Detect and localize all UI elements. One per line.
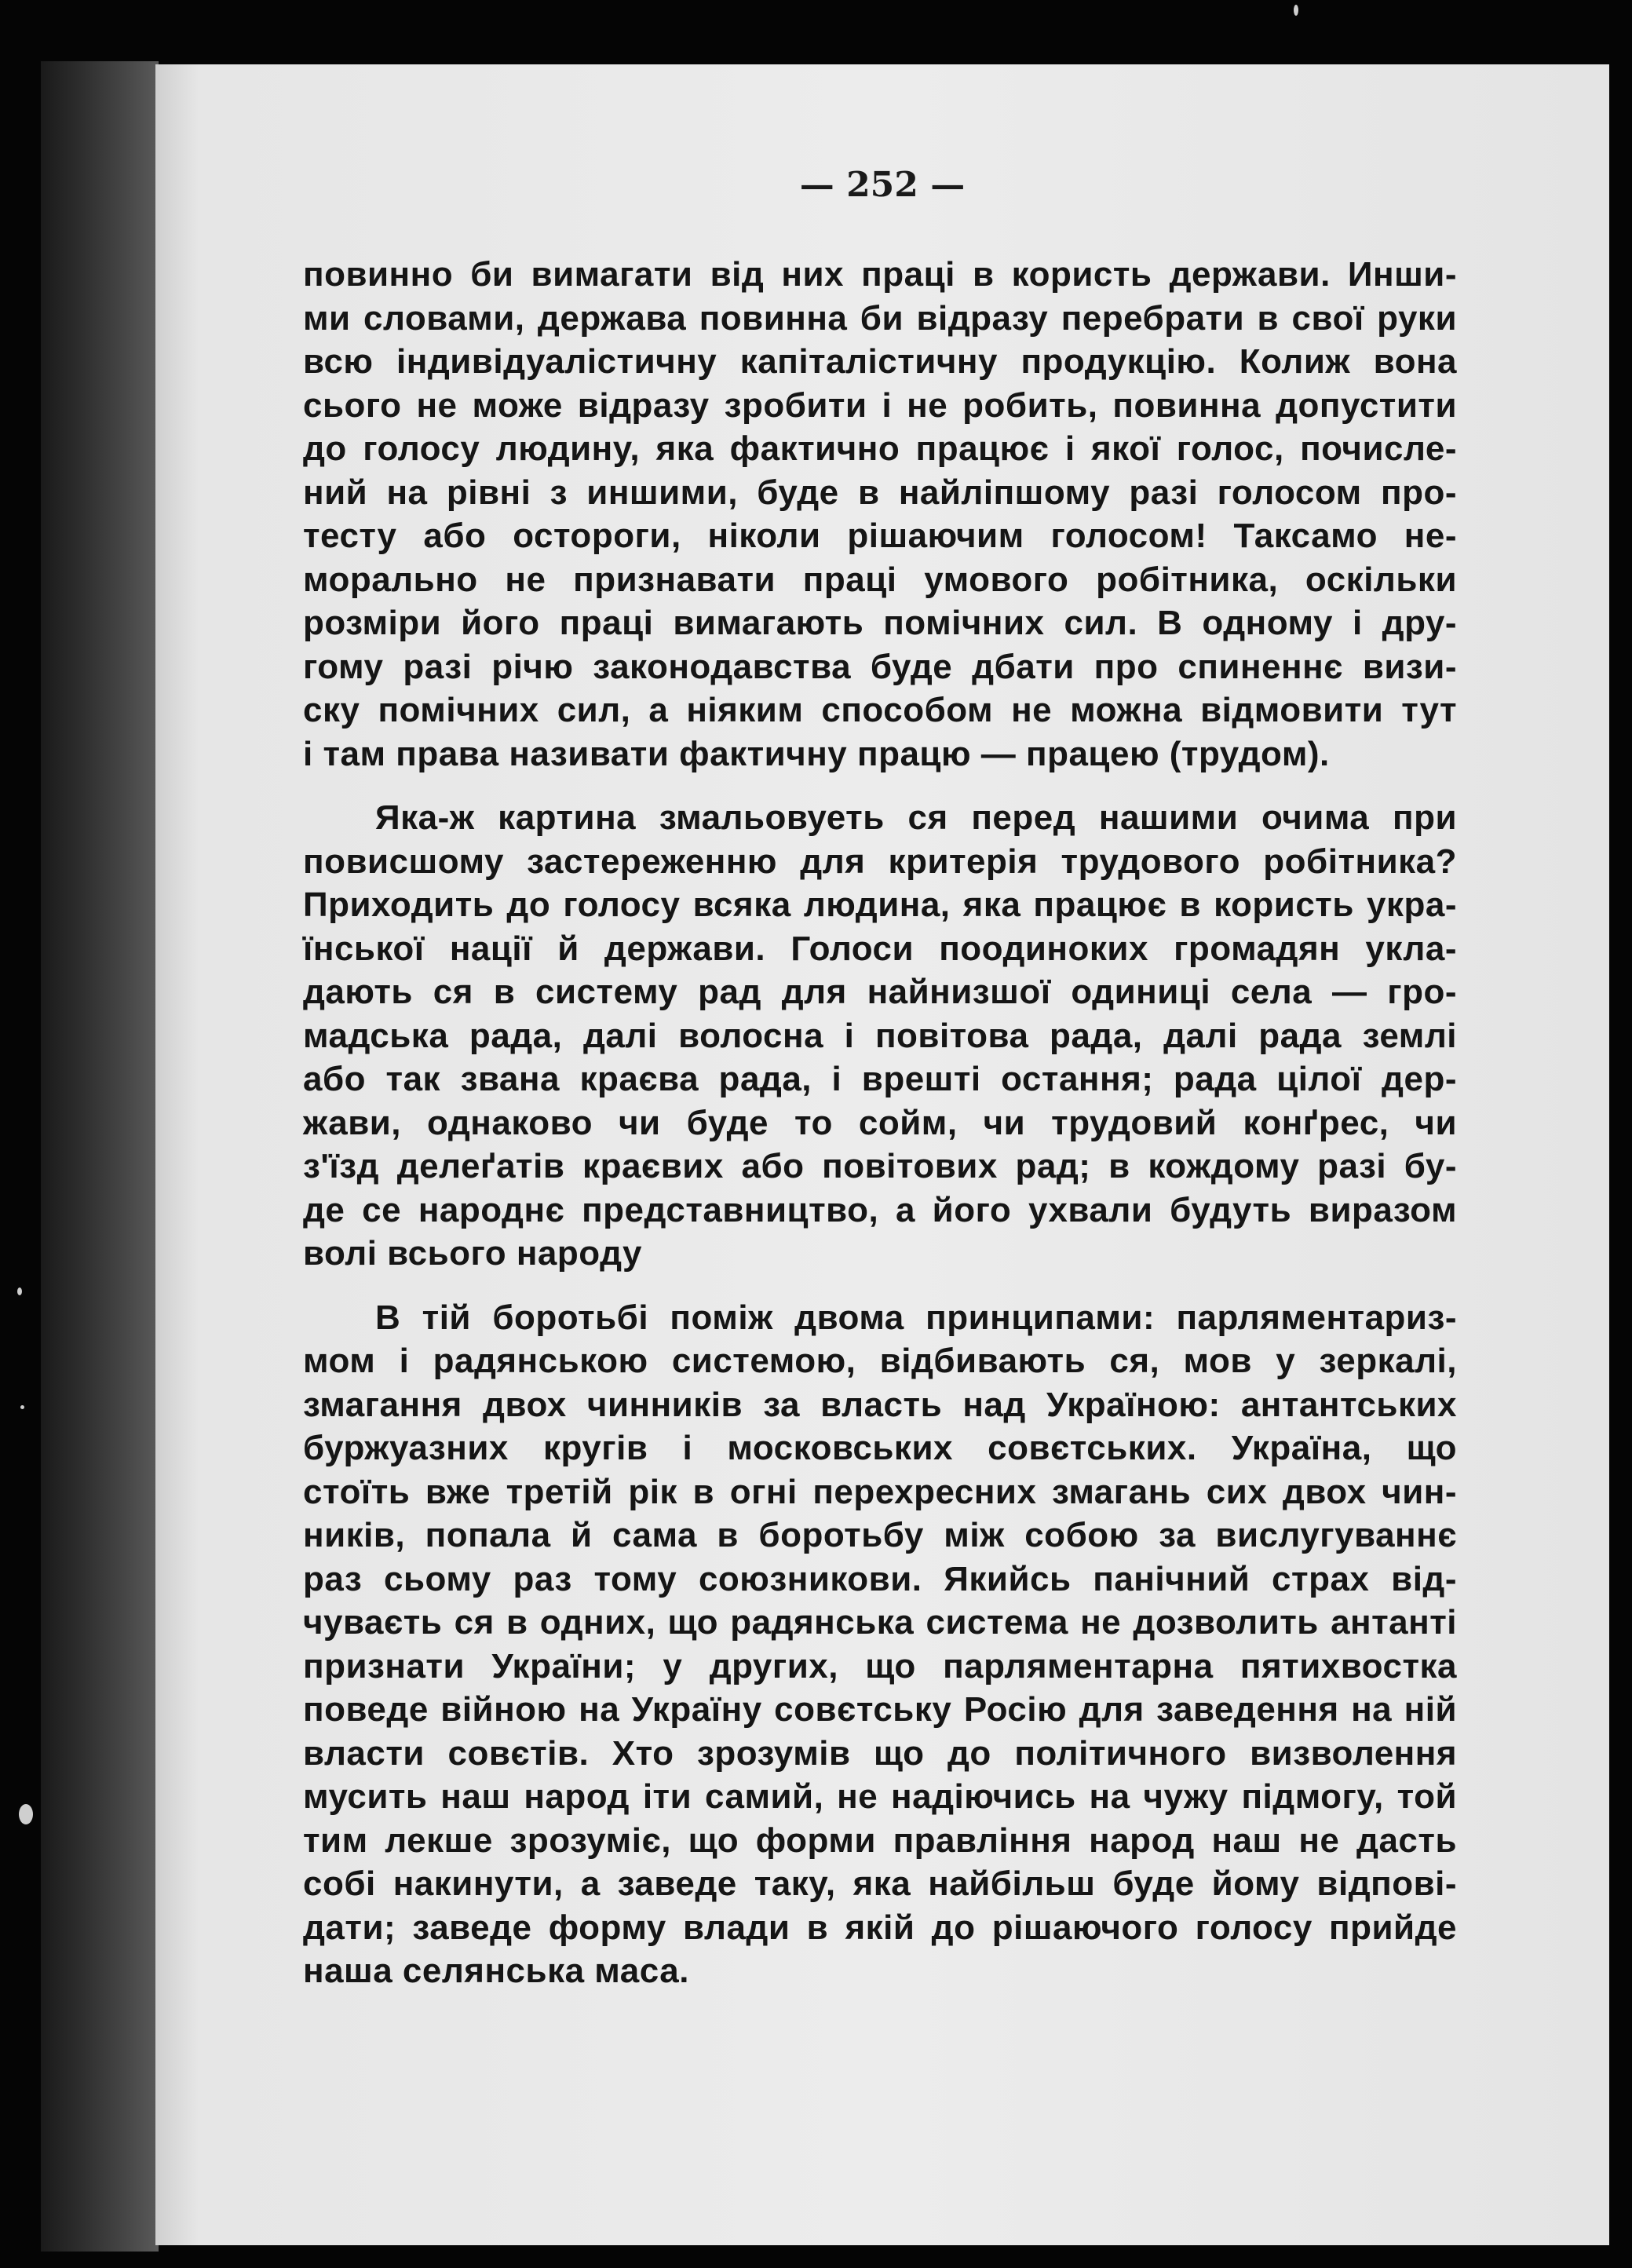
text-line: сього не може відразу зробити і не робить, повинна допустити bbox=[303, 385, 1457, 425]
text-line: ників, попала й сама в боротьбу між собою за вислугуваннє bbox=[303, 1516, 1457, 1554]
text-line: або так звана краєва рада, і врешті остання; рада цілої дер- bbox=[303, 1060, 1457, 1098]
text-line: дають ся в систему рад для найнизшої одиниці села — гро- bbox=[303, 973, 1457, 1011]
book-page bbox=[155, 64, 1609, 2245]
text-line: мусить наш народ іти самий, не надіючись на чужу підмогу, той bbox=[303, 1777, 1457, 1816]
text-line: Приходить до голосу всяка людина, яка працює в користь укра- bbox=[303, 886, 1457, 924]
page-number: — 252 — bbox=[799, 165, 966, 205]
paragraph-3 bbox=[303, 1296, 1457, 1993]
text-line: де се народнє представництво, а його ухвали будуть виразом bbox=[303, 1190, 1457, 1229]
text-line: до голосу людину, яка фактично працює і якої голос, почисле- bbox=[303, 429, 1457, 468]
text-line: змагання двох чинників за власть над Україною: антантських bbox=[303, 1385, 1457, 1424]
text-line: Яка-ж картина змальовуеть ся перед нашими очима при bbox=[375, 798, 1457, 837]
scan-speck bbox=[19, 1804, 33, 1824]
text-line: морально не признавати праці умового робітника, оскільки bbox=[303, 560, 1457, 599]
text-line: признати України; у других, що парляментарна пятихвостка bbox=[303, 1646, 1457, 1685]
text-line: повисшому застереженню для критерія трудового робітника? bbox=[303, 842, 1457, 881]
text-line: дати; заведе форму влади в якій до рішаючого голосу прийде bbox=[303, 1908, 1457, 1947]
scan-speck bbox=[17, 1287, 22, 1295]
text-line: поведе війною на Україну совєтську Росію для заведення на ній bbox=[303, 1690, 1457, 1729]
text-line: тесту або остороги, ніколи рішаючим голосом! Таксамо не- bbox=[303, 517, 1457, 555]
paragraph-2 bbox=[303, 796, 1457, 1276]
text-line: їнської нації й держави. Голоси поодиноких громадян укла- bbox=[303, 929, 1457, 968]
text-line: чуваєть ся в одних, що радянська система не дозволить антанті bbox=[303, 1603, 1457, 1642]
page-body bbox=[303, 253, 1457, 2014]
book-spine bbox=[41, 61, 159, 2252]
text-line: всю індивідуалістичну капіталістичну продукцію. Колиж вона bbox=[303, 342, 1457, 381]
text-line: В тій боротьбі поміж двома принципами: парляментариз- bbox=[375, 1298, 1457, 1337]
text-line: повинно би вимагати від них праці в користь держави. Инши- bbox=[303, 255, 1457, 294]
text-line: раз сьому раз тому союзникови. Якийсь панічний страх від- bbox=[303, 1559, 1457, 1598]
text-line: розміри його праці вимагають помічних сил. В одному і дру- bbox=[303, 604, 1457, 642]
text-line: з'їзд делеґатів краєвих або повітових рад; в кождому разі бу- bbox=[303, 1147, 1457, 1185]
text-line: мадська рада, далі волосна і повітова рада, далі рада землі bbox=[303, 1016, 1457, 1055]
text-line: собі накинути, а заведе таку, яка найбільш буде йому відпові- bbox=[303, 1864, 1457, 1903]
text-line: ску помічних сил, а ніяким способом не можна відмовити тут bbox=[303, 691, 1457, 729]
text-line: власти совєтів. Хто зрозумів що до політичного визволення bbox=[303, 1733, 1457, 1773]
paragraph-1 bbox=[303, 253, 1457, 776]
text-line: гому разі річю законодавства буде дбати про спиненнє визи- bbox=[303, 647, 1457, 686]
text-line: і там права називати фактичну працю — працею (трудом). bbox=[303, 734, 1330, 773]
text-line: тим лекше зрозуміє, що форми правління народ наш не дасть bbox=[303, 1821, 1457, 1860]
text-line: наша селянська маса. bbox=[303, 1952, 689, 1990]
scan-speck bbox=[1294, 5, 1298, 16]
text-line: стоїть вже третій рік в огні перехресних змагань сих двох чин- bbox=[303, 1472, 1457, 1511]
text-line: волі всього народу bbox=[303, 1234, 643, 1273]
scan-speck bbox=[20, 1405, 24, 1409]
text-line: мом і радянською системою, відбивають ся, мов у зеркалі, bbox=[303, 1342, 1457, 1380]
text-line: жави, однаково чи буде то сойм, чи трудовий конґрес, чи bbox=[303, 1103, 1457, 1142]
text-line: ний на рівні з иншими, буде в найліпшому разі голосом про- bbox=[303, 473, 1457, 512]
text-line: ми словами, держава повинна би відразу перебрати в свої руки bbox=[303, 298, 1457, 338]
text-line: буржуазних кругів і московських совєтських. Україна, що bbox=[303, 1429, 1457, 1467]
